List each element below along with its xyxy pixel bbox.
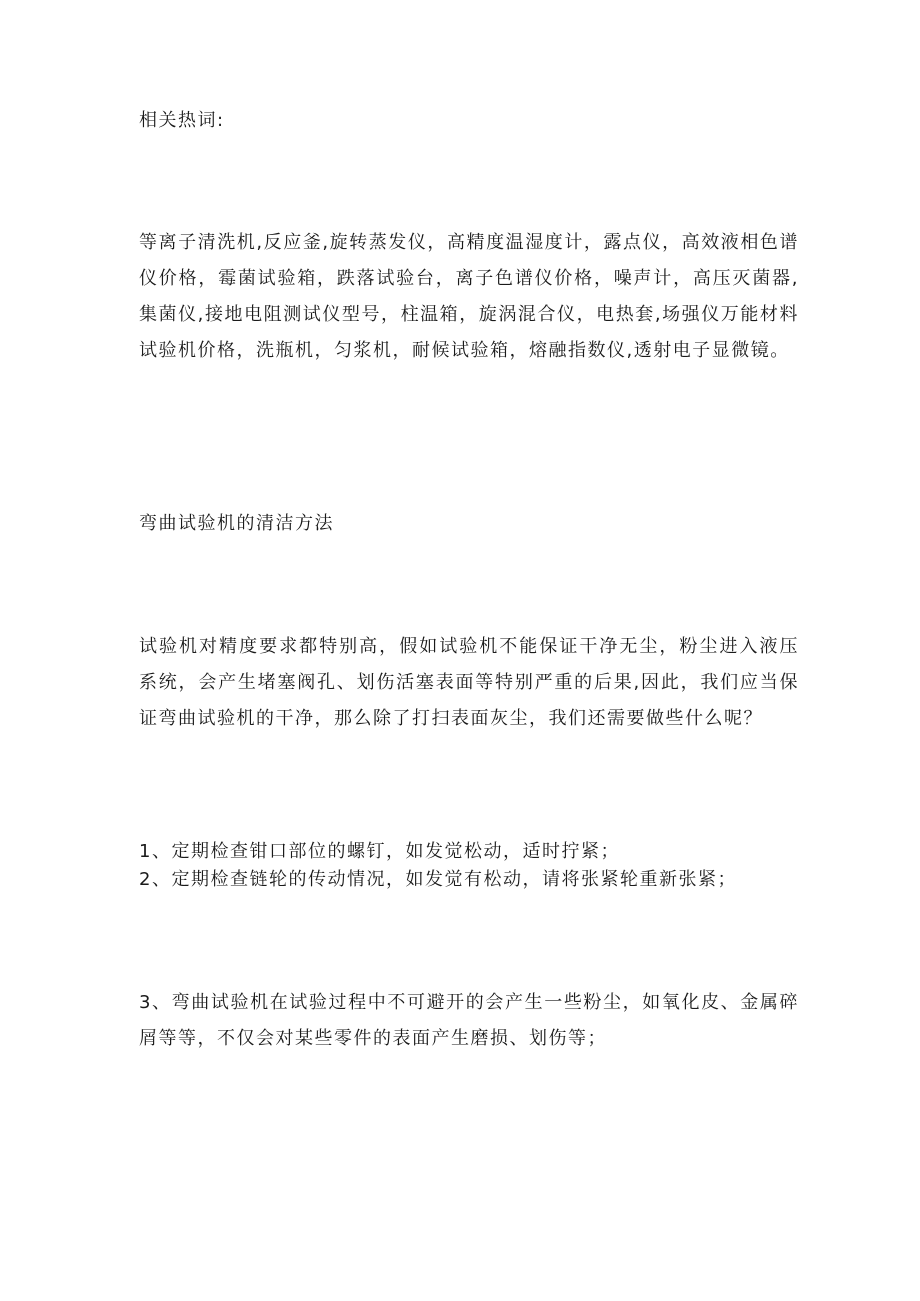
list-item: 1、定期检查钳口部位的螺钉，如发觉松动，适时拧紧； [139, 841, 620, 862]
maintenance-list [139, 838, 799, 894]
item3-paragraph: 3、弯曲试验机在试验过程中不可避开的会产生一些粉尘，如氧化皮、金属碎屑等等，不仅会对某些零件的表面产生磨损、划伤等； [139, 992, 799, 1049]
related-keywords-label: 相关热词: [139, 110, 225, 131]
section-title: 弯曲试验机的清洁方法 [139, 513, 334, 534]
list-item: 2、定期检查链轮的传动情况，如发觉有松动，请将张紧轮重新张紧； [139, 869, 737, 890]
keywords-paragraph: 等离子清洗机,反应釜,旋转蒸发仪，高精度温湿度计，露点仪，高效液相色谱仪价格，霉菌试验箱，跌落试验台，离子色谱仪价格，噪声计，高压灭菌器,集菌仪,接地电阻测试仪型号，柱温箱，旋涡混合仪，电热套,场强仪万能材料试验机价格，洗瓶机，匀浆机，耐候试验箱，熔融指数仪,透射电子显微镜。 [139, 232, 799, 361]
intro-paragraph: 试验机对精度要求都特别高，假如试验机不能保证干净无尘，粉尘进入液压系统，会产生堵塞阀孔、划伤活塞表面等特别严重的后果,因此，我们应当保证弯曲试验机的干净，那么除了打扫表面灰尘，我们还需要做些什么呢？ [139, 636, 799, 729]
